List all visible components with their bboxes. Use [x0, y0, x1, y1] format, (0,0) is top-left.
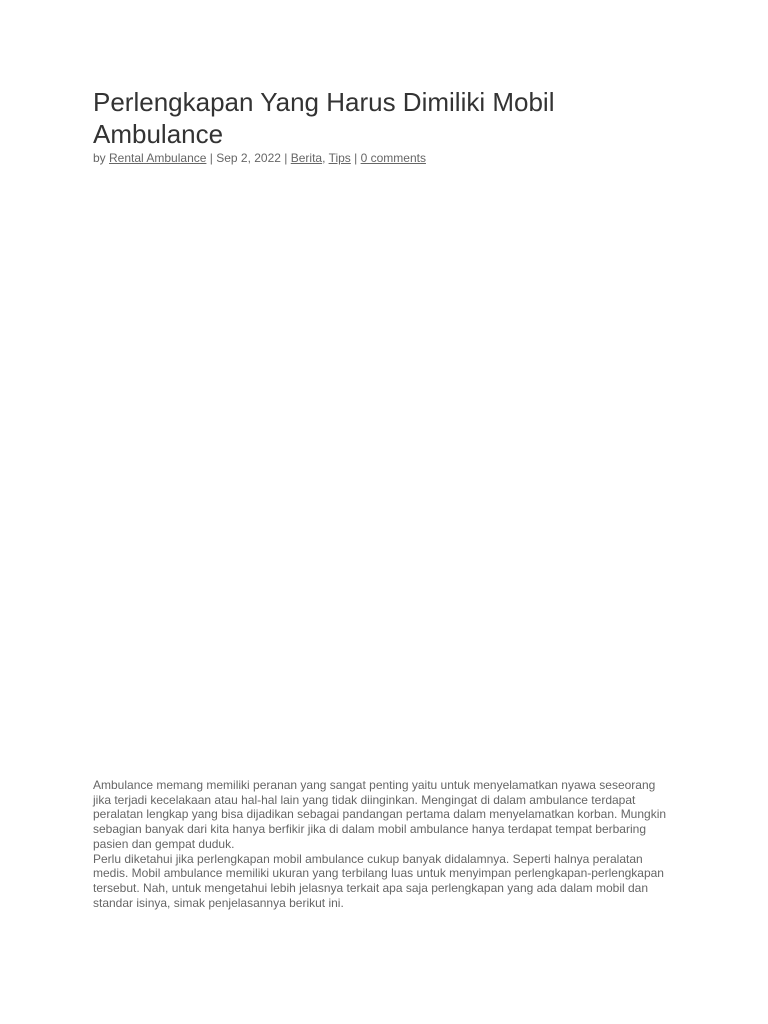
meta-separator: |	[350, 151, 361, 165]
category-link-berita[interactable]: Berita	[290, 151, 323, 165]
paragraph: Ambulance memang memiliki peranan yang sangat penting yaitu untuk menyelamatkan nyawa seseorang jika terjadi kecelakaan atau hal-hal lain yang tidak diinginkan. Mengingat di dalam ambulance terdapat peralatan lengkap yang bisa dijadikan sebagai pandangan pertama dalam menyelamatkan korban. Mungkin sebagian banyak dari kita hanya berfikir jika di dalam mobil ambulance hanya terdapat tempat berbaring pasien dan gempat duduk.	[93, 778, 667, 851]
meta-separator: |	[280, 151, 291, 165]
paragraph: Perlu diketahui jika perlengkapan mobil ambulance cukup banyak didalamnya. Seperti halnya peralatan medis. Mobil ambulance memiliki ukuran yang terbilang luas untuk menyimpan perlengkapan-perlengkapan tersebut. Nah, untuk mengetahui lebih jelasnya terkait apa saja perlengkapan yang ada dalam mobil dan standar isinya, simak penjelasannya berikut ini.	[93, 851, 664, 910]
featured-image-area	[93, 166, 673, 778]
by-prefix: by	[93, 151, 110, 165]
post-meta	[93, 150, 673, 166]
article	[93, 86, 673, 910]
meta-separator: |	[206, 151, 217, 165]
article-title: Perlengkapan Yang Harus Dimiliki Mobil Ambulance	[93, 87, 555, 149]
comments-link[interactable]: 0 comments	[360, 151, 426, 165]
article-body	[93, 778, 673, 910]
post-date: Sep 2, 2022	[216, 151, 281, 165]
author-link[interactable]: Rental Ambulance	[109, 151, 207, 165]
category-link-tips[interactable]: Tips	[328, 151, 351, 165]
category-comma: ,	[322, 151, 329, 165]
